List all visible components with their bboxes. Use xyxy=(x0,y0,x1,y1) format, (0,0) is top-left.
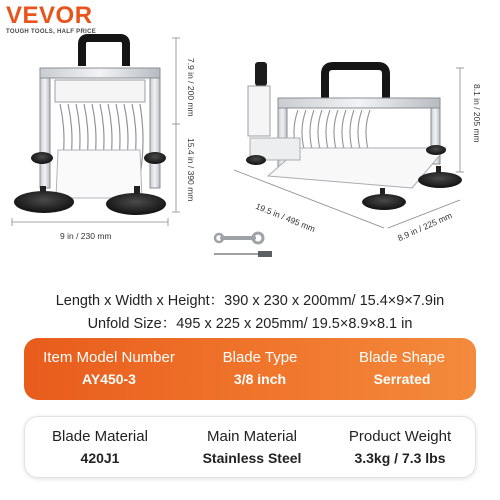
spec-label: Main Material xyxy=(206,428,298,445)
spec-value: Serrated xyxy=(373,371,431,387)
unfold-length-label: 19.5 in / 495 mm xyxy=(254,201,317,234)
brand-name: VEVOR xyxy=(6,2,93,29)
unfold-view-slicer xyxy=(246,62,462,210)
wrench-icon xyxy=(215,233,263,243)
front-total-height-label: 15.4 in / 390 mm xyxy=(186,138,196,202)
spec-value: Stainless Steel xyxy=(202,450,302,466)
spec-value: 420J1 xyxy=(80,450,120,466)
front-view-slicer xyxy=(14,38,166,215)
unfold-width-label: 8.9 in / 225 mm xyxy=(396,210,454,244)
unfold-spec-line: Unfold Size：495 x 225 x 205mm/ 19.5×8.9×8.1 in xyxy=(87,316,413,332)
brand-tagline: TOUGH TOOLS, HALF PRICE xyxy=(6,29,97,35)
spec-item-blade-shape xyxy=(340,348,464,389)
highlight-spec-card xyxy=(24,338,476,400)
spec-label: Product Weight xyxy=(348,428,452,445)
spec-item-main-material xyxy=(177,427,327,468)
size-spec-line: Length x Width x Height：390 x 230 x 200mm/ 15.4×9×7.9in xyxy=(55,293,445,309)
front-width-label: 9 in / 230 mm xyxy=(60,231,112,241)
spec-label: Blade Type xyxy=(222,349,298,366)
spec-value: 3/8 inch xyxy=(233,371,287,387)
spec-value: 3.3kg / 7.3 lbs xyxy=(354,450,446,466)
front-top-height-label: 7.9 in / 200 mm xyxy=(186,58,196,117)
spec-item-model-number xyxy=(34,348,184,389)
spec-label: Blade Shape xyxy=(359,349,445,366)
spec-value: AY450-3 xyxy=(82,371,136,387)
spec-label: Blade Material xyxy=(52,428,148,445)
spec-item-blade-material xyxy=(25,427,175,468)
spec-item-product-weight xyxy=(329,427,471,468)
cleaning-brush-icon xyxy=(214,251,272,257)
detail-spec-card xyxy=(24,416,476,478)
spec-label: Item Model Number xyxy=(43,349,175,366)
unfold-height-label: 8.1 in / 205 mm xyxy=(472,84,482,143)
spec-item-blade-type xyxy=(200,348,320,389)
